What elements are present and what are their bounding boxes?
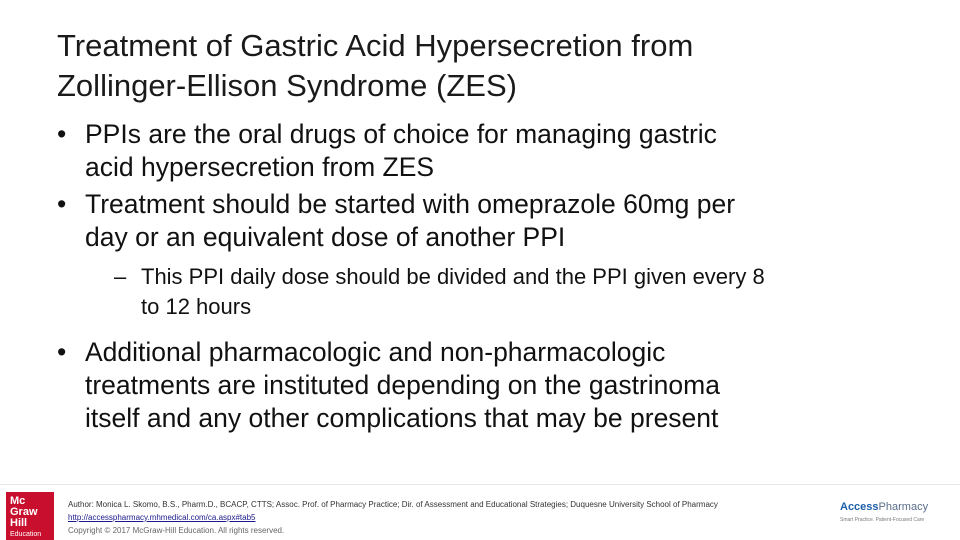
source-link[interactable]: http://accesspharmacy.mhmedical.com/ca.aspx#tab5 xyxy=(68,513,256,522)
bullet-text-line: day or an equivalent dose of another PPI xyxy=(85,222,566,252)
bullet-text-line: Additional pharmacologic and non-pharmacologic xyxy=(85,337,666,367)
dash-icon: – xyxy=(114,264,127,289)
bullet-text-line: itself and any other complications that may be present xyxy=(85,403,719,433)
bullet-text-line: PPIs are the oral drugs of choice for managing gastric xyxy=(85,119,717,149)
bullet-text-line: Treatment should be started with omeprazole 60mg per xyxy=(85,189,736,219)
slide-title xyxy=(57,26,917,106)
copyright-notice: Copyright © 2017 McGraw-Hill Education. All rights reserved. xyxy=(68,526,285,535)
bullet-dot-icon: • xyxy=(57,189,67,219)
sub-bullet-text-line: This PPI daily dose should be divided and the PPI given every 8 xyxy=(141,264,765,289)
title-line-2: Zollinger-Ellison Syndrome (ZES) xyxy=(57,68,517,103)
title-line-1: Treatment of Gastric Acid Hypersecretion from xyxy=(57,28,694,63)
bullet-dot-icon: • xyxy=(57,119,67,149)
sub-bullet-text-line: to 12 hours xyxy=(141,294,252,319)
footer-credits xyxy=(68,498,828,537)
bullet-list xyxy=(57,118,937,435)
access-pharmacy-logo: AccessPharmacy Smart Practice. Patient-Focused Care xyxy=(840,501,950,529)
access-pharmacy-tagline: Smart Practice. Patient-Focused Care xyxy=(840,517,925,523)
bullet-item xyxy=(57,336,937,435)
sub-bullet-item xyxy=(84,262,937,322)
author-credit: Author: Monica L. Skomo, B.S., Pharm.D., BCACP, CTTS; Assoc. Prof. of Pharmacy Practice; Dir. of Assessment and Educational Strategies; Duquesne University School of Pharmacy xyxy=(68,500,718,509)
bullet-dot-icon: • xyxy=(57,337,67,367)
bullet-item xyxy=(57,118,937,184)
footer-divider xyxy=(0,484,960,485)
mcgraw-hill-logo: Mc Graw Hill Education xyxy=(6,492,54,540)
bullet-item xyxy=(57,188,937,254)
bullet-text-line: treatments are instituted depending on the gastrinoma xyxy=(85,370,720,400)
bullet-text-line: acid hypersecretion from ZES xyxy=(85,152,435,182)
